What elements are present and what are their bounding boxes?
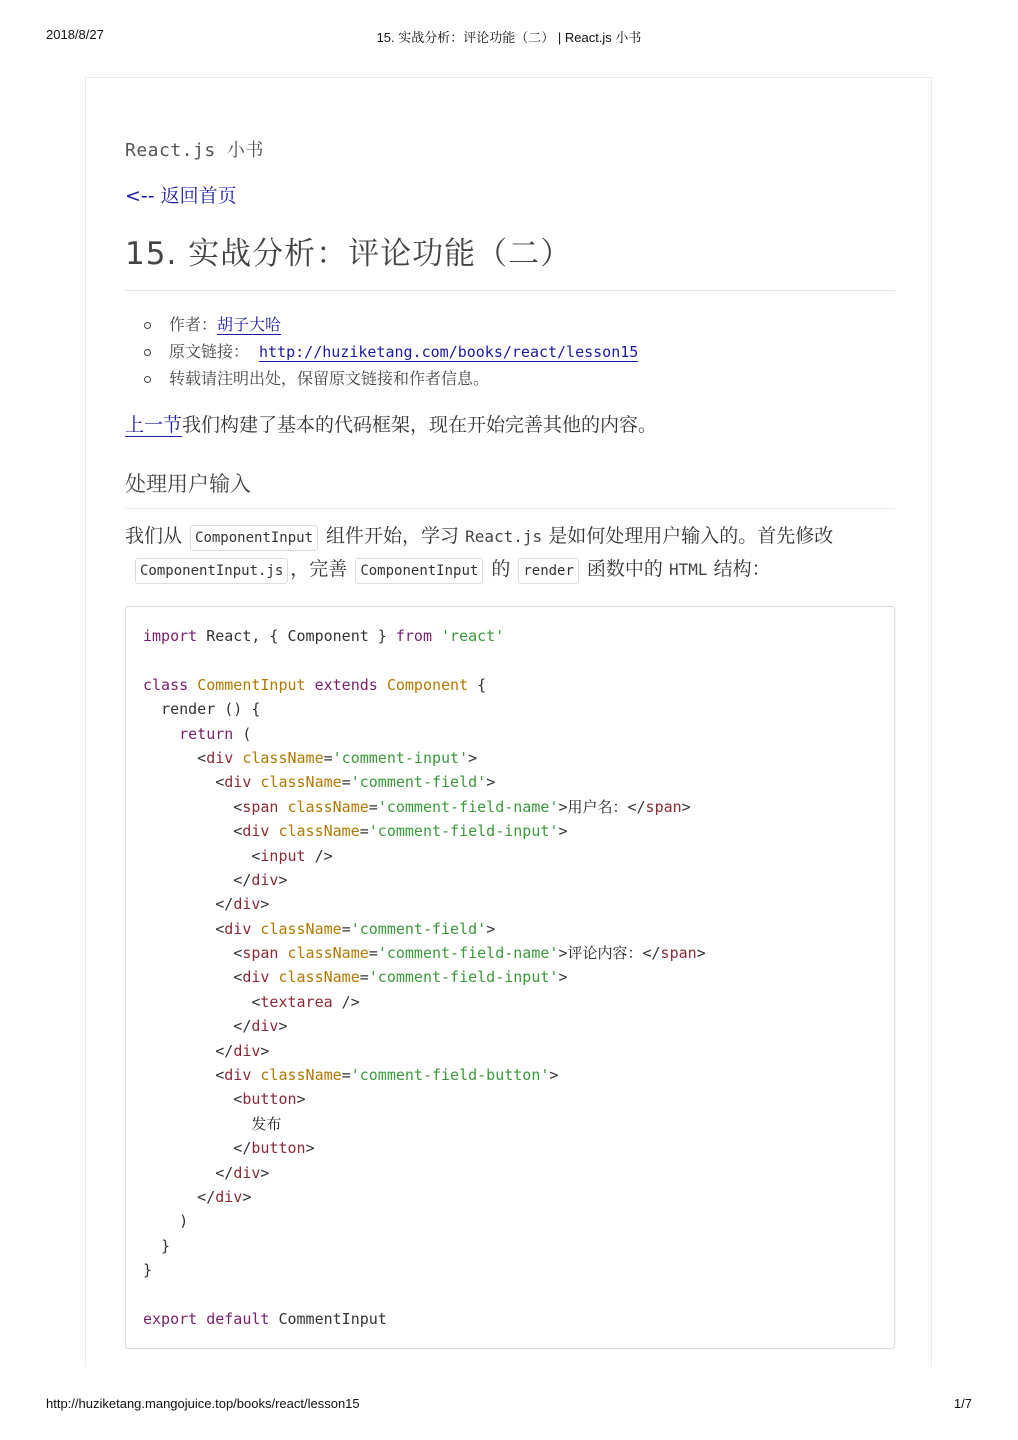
print-page-number: 1/7 [953,1396,972,1411]
code-token: div [233,895,261,914]
code-token: < [143,846,261,865]
back-home-link[interactable]: <-- 返回首页 [125,185,237,207]
code-token: > [242,1187,252,1206]
code-token: > [305,1139,315,1158]
code-token: div [233,1163,261,1182]
code-token: span [660,944,697,963]
code-token: className [260,1066,342,1085]
inline-code-componentinput: ComponentInput [190,525,318,551]
code-token: < [143,919,225,938]
code-token [143,725,179,743]
code-token: className [260,919,342,938]
code-line [143,1185,877,1209]
code-token: textarea [260,992,333,1011]
code-token: default [206,1309,270,1328]
code-token: div [242,822,270,841]
code-line [143,819,877,843]
code-token: import [143,627,198,645]
code-token [432,627,441,645]
section-divider [125,508,895,509]
code-token: 'comment-field-input' [368,968,559,987]
code-token [378,676,387,694]
code-token: > [486,919,496,938]
code-token: </ [627,797,646,816]
para-text-4: ，完善 [290,558,348,580]
code-line [143,697,877,721]
code-token: > [558,968,568,987]
code-token: 'comment-field-name' [377,797,559,816]
print-url: http://huziketang.mangojuice.top/books/react/lesson15 [46,1396,360,1411]
code-token: 'react' [441,627,505,645]
code-line [143,795,877,819]
code-token: > [558,822,568,841]
code-line [143,941,877,965]
code-token: span [645,797,682,816]
code-token: ) [143,1212,189,1231]
para-text-5: 的 [491,558,511,580]
code-token: div [233,1041,261,1060]
code-line [143,1136,877,1160]
site-brand: React.js 小书 [125,140,265,161]
code-line [143,1087,877,1111]
code-token: = [359,968,369,987]
code-line [143,624,877,648]
section-heading: 处理用户输入 [125,472,251,496]
code-token: = [368,944,378,963]
code-token: = [341,1066,351,1085]
code-token: 'comment-input' [332,748,469,767]
code-token: Component [386,675,469,694]
code-token: 用户名： [567,797,628,816]
code-line [143,1234,877,1258]
code-token: from [395,627,432,645]
code-token: button [242,1090,297,1109]
para-text-7: 结构： [713,558,771,580]
code-line [143,1014,877,1038]
code-token: div [224,919,252,938]
code-token: div [206,748,234,767]
code-token: > [260,895,270,914]
code-token: < [143,1066,225,1085]
code-line [143,1063,877,1087]
code-token: return [179,724,234,743]
code-token: input [260,846,306,865]
code-token: > [278,1017,288,1036]
code-token: > [681,797,691,816]
inline-code-componentinput-2: ComponentInput [355,558,483,584]
intro-paragraph [125,411,657,439]
code-token: React, { Component } [197,627,396,645]
code-line [143,1258,877,1282]
title-divider [125,290,895,291]
code-token: 发布 [251,1114,282,1133]
inline-mono-html: HTML [668,560,708,579]
code-token: 'comment-field-button' [350,1066,550,1085]
inline-code-render: render [518,558,579,584]
code-token: div [251,1017,279,1036]
article-meta-list [125,311,638,392]
code-token: className [287,944,369,963]
print-title: 15. 实战分析：评论功能（二） | React.js 小书 [376,30,642,45]
para-text-3: 是如何处理用户输入的。首先修改 [548,525,834,547]
section-paragraph [125,520,895,586]
code-token: = [341,919,351,938]
code-token: </ [143,1187,216,1206]
code-line [143,770,877,794]
para-text-1: 我们从 [125,525,183,547]
code-token: /> [305,846,333,865]
code-token: </ [143,1041,234,1060]
code-token: < [143,944,243,963]
page-title: 15. 实战分析：评论功能（二） [125,236,573,272]
code-line [143,917,877,941]
code-token: className [278,968,360,987]
code-token [143,1115,251,1133]
code-line [143,1283,877,1307]
code-token [278,944,287,962]
code-line [143,673,877,697]
print-footer [0,1396,1018,1416]
notice-text: 转载请注明出处，保留原文链接和作者信息。 [169,369,490,388]
source-url-link[interactable]: http://huziketang.com/books/react/lesson15 [259,343,639,361]
code-token: > [558,797,568,816]
code-line [143,965,877,989]
para-text-2: 组件开始，学习 [326,525,460,547]
code-token: > [696,944,706,963]
code-token: < [143,822,243,841]
code-line [143,722,877,746]
code-token: < [143,992,261,1011]
code-token: > [549,1066,559,1085]
code-token [278,798,287,816]
code-token: className [260,773,342,792]
prev-section-link[interactable]: 上一节 [125,414,183,436]
author-label: 作者： [169,315,218,334]
inline-mono-reactjs: React.js [465,527,543,546]
meta-source [125,338,638,365]
code-line [143,1307,877,1331]
code-line [143,1112,877,1136]
source-label: 原文链接： [169,342,250,361]
code-token: } [143,1236,171,1255]
code-token: > [260,1041,270,1060]
print-header [0,27,1018,47]
code-token: export [143,1309,198,1328]
code-token: < [143,748,207,767]
code-token: > [296,1090,306,1109]
meta-notice [125,365,638,392]
code-token [197,1310,206,1328]
code-token: span [242,797,279,816]
code-token: button [251,1139,306,1158]
code-token: extends [314,675,378,694]
page-paper [85,77,932,1367]
code-token: </ [143,870,252,889]
code-line [143,892,877,916]
code-token: div [251,870,279,889]
code-token: > [260,1163,270,1182]
code-token: div [215,1187,243,1206]
code-token: { [468,675,487,694]
intro-text: 我们构建了基本的代码框架，现在开始完善其他的内容。 [182,414,658,436]
code-token: } [143,1261,153,1280]
code-line [143,1209,877,1233]
code-token: </ [642,944,661,963]
code-token: > [468,748,478,767]
code-token: className [242,748,324,767]
code-token: < [143,1090,243,1109]
code-token: className [278,822,360,841]
code-line [143,990,877,1014]
code-block[interactable] [125,606,895,1349]
code-token: 'comment-field-input' [368,822,559,841]
code-token: class [143,675,189,694]
code-token: </ [143,1017,252,1036]
print-date: 2018/8/27 [46,27,104,42]
code-lines [143,624,877,1331]
code-token: </ [143,1139,252,1158]
code-token [188,676,197,694]
code-token: render () { [143,700,261,719]
code-line [143,1161,877,1185]
code-token: 'comment-field-name' [377,944,559,963]
code-token: div [242,968,270,987]
code-token: div [224,773,252,792]
code-line [143,844,877,868]
code-token: </ [143,1163,234,1182]
code-token: div [224,1066,252,1085]
code-token: > [278,870,288,889]
code-token: = [323,748,333,767]
code-token: = [368,797,378,816]
code-token: > [558,944,568,963]
code-token [233,749,242,767]
code-token: < [143,773,225,792]
code-token: className [287,797,369,816]
code-line [143,868,877,892]
inline-code-componentinput-js: ComponentInput.js [135,558,288,584]
code-token: CommentInput [269,1309,387,1328]
code-line [143,648,877,672]
code-token: > [486,773,496,792]
meta-author [125,311,638,338]
code-token: CommentInput [197,675,306,694]
code-token: span [242,944,279,963]
code-token [306,676,315,694]
code-token: = [341,773,351,792]
code-token: 'comment-field' [350,919,487,938]
code-line [143,746,877,770]
code-token: 评论内容： [567,944,643,963]
code-token: </ [143,895,234,914]
code-token: < [143,797,243,816]
code-token: = [359,822,369,841]
code-token: 'comment-field' [350,773,487,792]
code-token: < [143,968,243,987]
code-token: ( [233,724,252,743]
para-text-6: 函数中的 [586,558,663,580]
code-token: /> [332,992,360,1011]
author-link[interactable]: 胡子大哈 [217,315,282,334]
code-line [143,1039,877,1063]
